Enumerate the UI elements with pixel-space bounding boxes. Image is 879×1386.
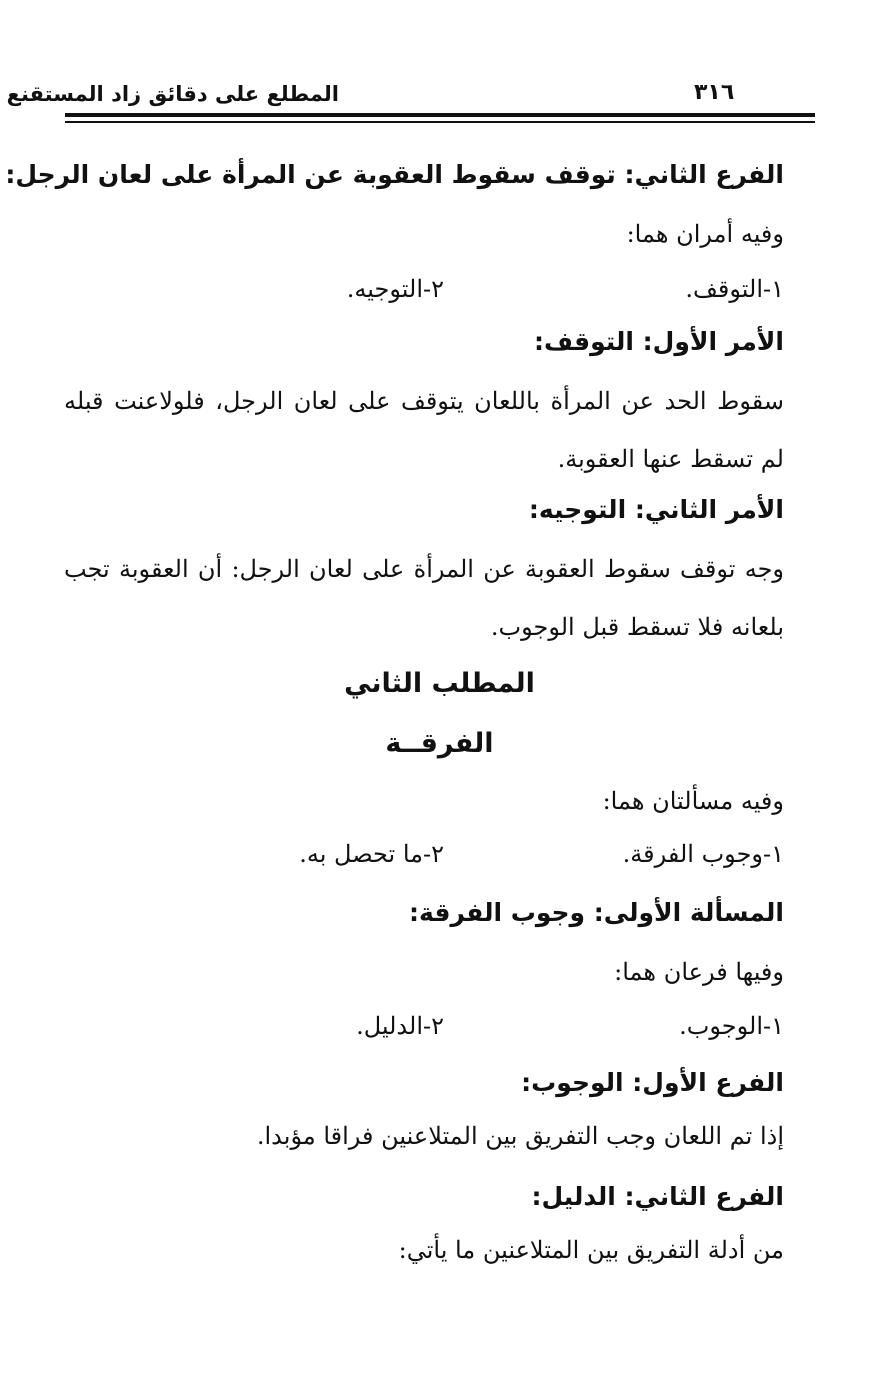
branch2-item-2: ٢-التوجيه. bbox=[346, 275, 444, 303]
matter2-paragraph: وجه توقف سقوط العقوبة عن المرأة على لعان الرجل: أن العقوبة تجب بلعانه فلا تسقط قبل الوجوب. bbox=[64, 555, 784, 641]
issue1-heading: المسألة الأولى: وجوب الفرقة: bbox=[409, 898, 784, 927]
page-number: ٣١٦ bbox=[694, 80, 735, 105]
matter1-heading: الأمر الأول: التوقف: bbox=[533, 327, 784, 356]
running-header-title: المطلع على دقائق زاد المستقنع bbox=[6, 82, 339, 106]
branch2b-heading: الفرع الثاني: الدليل: bbox=[531, 1182, 784, 1211]
branch2-heading: الفرع الثاني: توقف سقوط العقوبة عن المرأة على لعان الرجل: bbox=[5, 160, 784, 189]
issue1-item-2: ٢-الدليل. bbox=[356, 1012, 444, 1040]
issue1-intro: وفيها فرعان هما: bbox=[614, 958, 784, 986]
matter2-heading: الأمر الثاني: التوجيه: bbox=[528, 495, 784, 524]
matter1-paragraph: سقوط الحد عن المرأة باللعان يتوقف على لعان الرجل، فلولاعنت قبله لم تسقط عنها العقوبة. bbox=[64, 387, 784, 473]
section-item-2: ٢-ما تحصل به. bbox=[299, 840, 444, 868]
section-title: المطلب الثاني bbox=[344, 668, 535, 699]
section-intro: وفيه مسألتان هما: bbox=[602, 787, 784, 815]
issue1-item-1: ١-الوجوب. bbox=[679, 1012, 784, 1040]
section-subtitle: الفرقــة bbox=[385, 728, 494, 759]
branch2-intro: وفيه أمران هما: bbox=[626, 220, 784, 248]
section-item-1: ١-وجوب الفرقة. bbox=[622, 840, 784, 868]
branch2b-text: من أدلة التفريق بين المتلاعنين ما يأتي: bbox=[398, 1236, 784, 1264]
header-rule-thin bbox=[65, 121, 815, 123]
branch1-text: إذا تم اللعان وجب التفريق بين المتلاعنين فراقا مؤبدا. bbox=[256, 1122, 784, 1150]
header-rule-thick bbox=[65, 113, 815, 117]
branch2-item-1: ١-التوقف. bbox=[685, 275, 784, 303]
branch1-heading: الفرع الأول: الوجوب: bbox=[521, 1068, 784, 1097]
